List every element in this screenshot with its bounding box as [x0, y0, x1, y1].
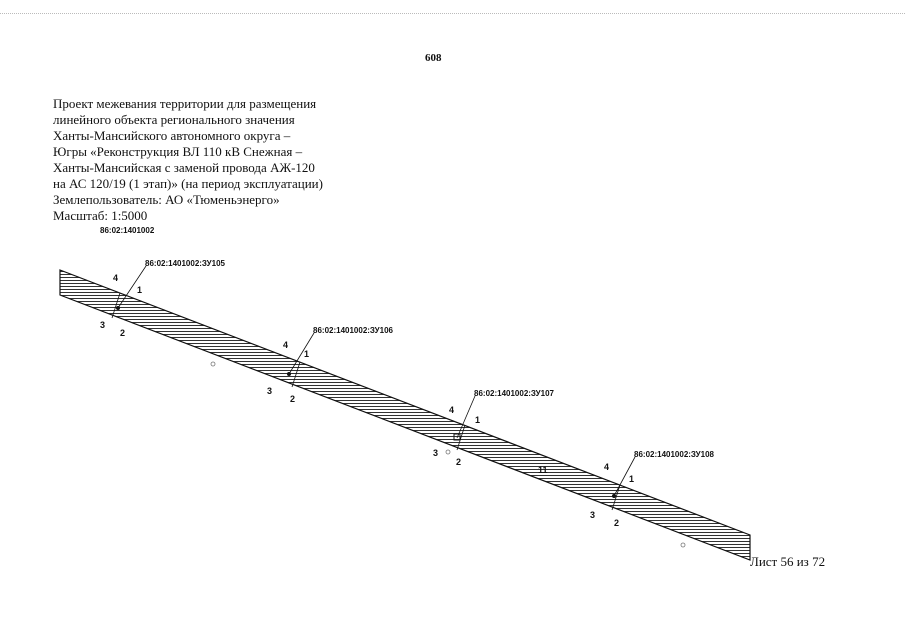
- vertex-number: 2: [456, 457, 462, 467]
- title-line: на АС 120/19 (1 этап)» (на период эксплуатации): [53, 176, 323, 191]
- sheet-number: Лист 56 из 72: [750, 554, 826, 569]
- vertex-number: 1: [475, 415, 481, 425]
- vertex-number: 2: [120, 328, 126, 338]
- title-line: Проект межевания территории для размещения: [53, 96, 317, 111]
- vertex-number: 2: [614, 518, 620, 528]
- vertex-number: 1: [629, 474, 635, 484]
- vertex-number: 1: [304, 349, 310, 359]
- survey-point: [211, 362, 215, 366]
- vertex-number: 3: [433, 448, 439, 458]
- plot-marker: [612, 494, 616, 498]
- title-line: Ханты-Мансийского автономного округа –: [53, 128, 291, 143]
- survey-point: [446, 450, 450, 454]
- plot-label-zu107: 86:02:1401002:ЗУ107: [474, 389, 554, 398]
- title-line: Югры «Реконструкция ВЛ 110 кВ Снежная –: [53, 144, 303, 159]
- title-line: линейного объекта регионального значения: [53, 112, 295, 127]
- plot-marker: [287, 372, 291, 376]
- plot-label-zu108: 86:02:1401002:ЗУ108: [634, 450, 714, 459]
- vertex-number: 3: [100, 320, 106, 330]
- cadastral-quarter-label: 86:02:1401002: [100, 226, 155, 235]
- page-number: 608: [425, 52, 442, 64]
- title-line: Ханты-Мансийская с заменой провода АЖ-120: [53, 160, 315, 175]
- corridor-strip: [60, 270, 750, 560]
- plot-label-zu106: 86:02:1401002:ЗУ106: [313, 326, 393, 335]
- vertex-number: 4: [449, 405, 455, 415]
- vertex-number: 3: [590, 510, 596, 520]
- vertex-number: 4: [604, 462, 610, 472]
- plot-label-zu105: 86:02:1401002:ЗУ105: [145, 259, 225, 268]
- vertex-number: 2: [290, 394, 296, 404]
- vertex-number: 3: [267, 386, 273, 396]
- vertex-number: 4: [283, 340, 289, 350]
- vertex-number: 1: [137, 285, 143, 295]
- land-user-line: Землепользователь: АО «Тюменьэнерго»: [53, 192, 280, 207]
- scale-line: Масштаб: 1:5000: [53, 208, 148, 223]
- survey-point: [681, 543, 685, 547]
- vertex-number: 4: [113, 273, 119, 283]
- strip-mark: 11: [538, 465, 548, 475]
- plot-marker: [116, 306, 120, 310]
